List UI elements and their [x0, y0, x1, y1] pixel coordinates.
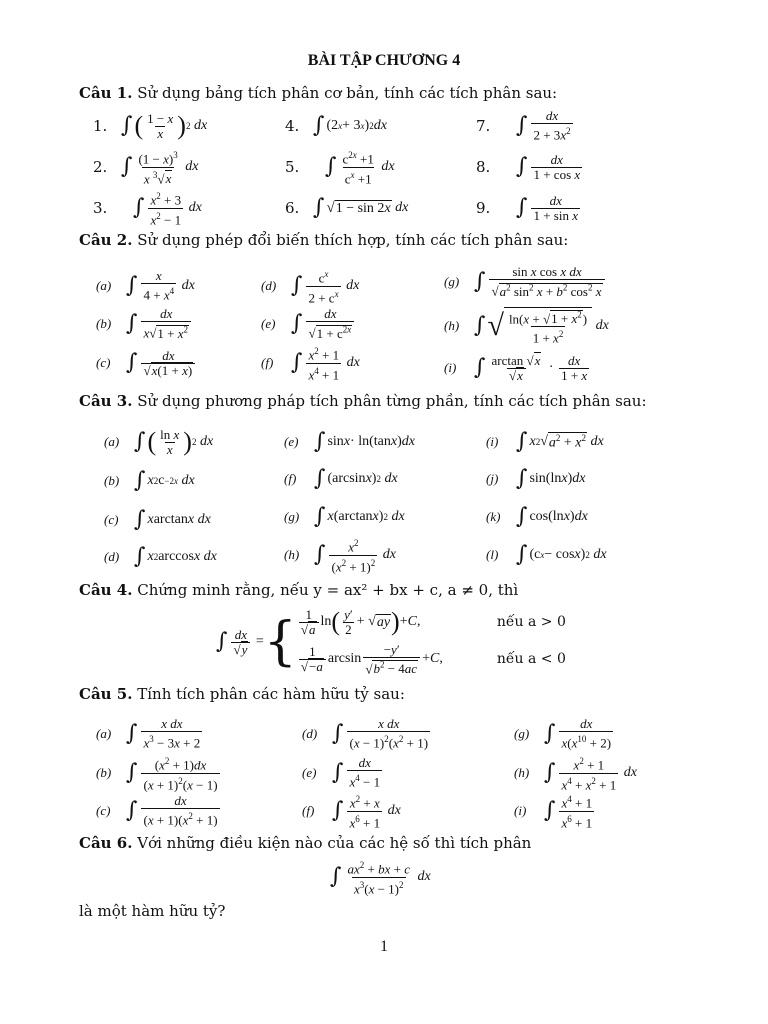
q1-label-4: 4. [285, 117, 300, 135]
q4-condition-1: nếu a > 0 [496, 614, 566, 631]
question-2-heading [79, 231, 568, 249]
question-4-heading [79, 581, 518, 599]
q1-label-5: 5. [285, 158, 300, 176]
q2-label-g: (g) [444, 274, 460, 289]
q3-item-e: (e) ∫ sin x · ln(tan x ) dx [284, 429, 415, 454]
q2-label-c: (c) [96, 355, 111, 370]
question-4-label: Câu 4. [79, 581, 133, 599]
q5-item-e: (e) ∫ dx $x^4 - 1$ [302, 755, 381, 790]
q4-condition-2: nếu a < 0 [496, 651, 566, 668]
q2-item-c: (c) ∫ dx √x(1 + x) [96, 343, 197, 383]
q1-label-7: 7. [476, 117, 491, 135]
page-title: BÀI TẬP CHƯƠNG 4 [307, 52, 461, 69]
q1-item-1: 1. ∫ ( 1 − x x ) 2 dx [93, 110, 208, 141]
q2-label-f: (f) [261, 355, 274, 370]
question-5-label: Câu 5. [79, 685, 133, 703]
q2-item-f: (f) ∫ $x^2 + 1$ $x^4 + 1$ dx [261, 346, 360, 382]
question-1-label: Câu 1. [79, 84, 133, 102]
q3-label-f: (f) [284, 471, 297, 486]
q5-item-d: (d) ∫ x dx $(x - 1)^2(x^2 + 1)$ [302, 716, 429, 751]
q2-label-i: (i) [444, 360, 457, 375]
question-4-text: Chứng minh rằng, nếu y = ax² + bx + c, a ≠ 0, thì [137, 581, 519, 599]
q5-label-c: (c) [96, 803, 111, 818]
q1-item-9: 9. ∫ dx 1 + sin x [476, 192, 579, 223]
q3-item-g: (g) ∫ x (arctan x ) 2 dx [284, 504, 405, 529]
q5-label-h: (h) [514, 765, 530, 780]
q2-item-g: (g) ∫ sin x cos x dx $√a^2$ $\sin^2 x + b^2$ $\cos^2 x$ [444, 260, 607, 304]
q3-label-k: (k) [486, 509, 501, 524]
q5-item-f: (f) ∫ $x^2 + x$ $x^6 + 1$ dx [302, 794, 401, 830]
q1-label-9: 9. [476, 199, 491, 217]
q5-item-b: (b) ∫ $(x^2 + 1)dx$ $(x + 1)^2(x - 1)$ [96, 756, 218, 792]
question-6-heading [79, 834, 531, 852]
question-2-text: Sử dụng phép đổi biến thích hợp, tính các tích phân sau: [137, 231, 569, 249]
q5-label-b: (b) [96, 765, 112, 780]
question-6-tail: là một hàm hữu tỷ? [79, 902, 226, 920]
question-6-label: Câu 6. [79, 834, 133, 852]
q3-label-i: (i) [486, 434, 499, 449]
q2-item-e: (e) ∫ dx $√1 + c^{2x}$ [261, 304, 356, 344]
q4-formula: ∫ dx √y = { 1 √a ln ( y′ 2 + √ ay ) + C , nếu a > 0 1 √−a arcsin −y′ $√b^2 - 4ac$ + C , nếu a < 0 [216, 606, 566, 677]
q1-label-1: 1. [93, 117, 108, 135]
q5-label-f: (f) [302, 803, 315, 818]
q5-label-i: (i) [514, 803, 527, 818]
q3-label-b: (b) [104, 473, 120, 488]
q3-item-d: (d) ∫ x 2 arccos x dx [104, 544, 217, 569]
q2-label-d: (d) [261, 278, 277, 293]
q1-item-5: 5. ∫ $c^{2x} +1$ $c^x +1$ dx [285, 150, 395, 186]
q3-label-h: (h) [284, 547, 300, 562]
q2-item-a: (a) ∫ x $4 + x^4$ dx [96, 268, 195, 303]
q1-item-6: 6. ∫ √ 1 − sin 2x dx [285, 195, 409, 220]
q5-item-c: (c) ∫ dx $(x + 1)(x^2 + 1)$ [96, 793, 218, 828]
q5-item-i: (i) ∫ $x^4 + 1$ $x^6 + 1$ [514, 794, 593, 830]
q1-label-8: 8. [476, 158, 491, 176]
question-5-heading [79, 685, 405, 703]
question-1-text: Sử dụng bảng tích phân cơ bản, tính các tích phân sau: [137, 84, 558, 102]
question-6-text: Với những điều kiện nào của các hệ số thì tích phân [137, 834, 532, 852]
q1-label-3: 3. [93, 199, 108, 217]
q3-label-j: (j) [486, 471, 499, 486]
q3-item-b: (b) ∫ x 2 c −2x dx [104, 468, 195, 493]
q3-label-a: (a) [104, 434, 120, 449]
q5-item-g: (g) ∫ dx $x(x^{10} + 2)$ [514, 716, 612, 751]
q3-label-e: (e) [284, 434, 299, 449]
q2-item-h: (h) ∫ √ $\ln(x + √1 + x^2)$ $1 + x^2$ dx [444, 304, 609, 348]
q3-item-k: (k) ∫ cos(ln x ) dx [486, 504, 588, 529]
q2-item-d: (d) ∫ $c^x$ $2 + c^x$ dx [261, 269, 360, 305]
q1-item-3: 3. ∫ $x^2 + 3$ $x^2 - 1$ dx [93, 191, 202, 227]
q5-label-d: (d) [302, 726, 318, 741]
q5-label-a: (a) [96, 726, 112, 741]
q5-label-g: (g) [514, 726, 530, 741]
q1-item-2: 2. ∫ $(1 - x)^3$ x $^3$√x dx [93, 150, 199, 186]
q1-item-8: 8. ∫ dx 1 + cos x [476, 151, 581, 182]
q5-item-h: (h) ∫ $x^2 + 1$ $x^4 + x^2 + 1$ dx [514, 756, 637, 792]
q2-item-i: (i) ∫ arctan √x √x · dx 1 + x [444, 352, 588, 383]
q3-item-i: (i) ∫ x 2 √ $a^2 + x^2$ dx [486, 429, 604, 454]
question-3-text: Sử dụng phương pháp tích phân từng phần, tính các tích phân sau: [137, 392, 647, 410]
q3-item-h: (h) ∫ $x^2$ $(x^2 + 1)^2$ dx [284, 538, 396, 574]
q2-label-e: (e) [261, 316, 276, 331]
q3-item-l: (l) ∫ (c x − cos x ) 2 dx [486, 542, 607, 567]
q6-formula: ∫ $ax^2$ + bx + c $x^3(x - 1)^2$ dx [330, 860, 431, 896]
q3-label-l: (l) [486, 547, 499, 562]
q3-item-j: (j) ∫ sin(ln x ) dx [486, 466, 586, 491]
q2-item-b: (b) ∫ dx $x√1 + x^2$ [96, 304, 193, 344]
q3-label-g: (g) [284, 509, 300, 524]
question-1-heading [79, 84, 557, 102]
question-3-heading [79, 392, 647, 410]
q1-label-6: 6. [285, 199, 300, 217]
q5-item-a: (a) ∫ x dx $x^3 - 3x + 2$ [96, 716, 201, 751]
q1-item-4: 4. ∫ (2 x + 3 x ) 2 dx [285, 113, 387, 138]
q2-label-a: (a) [96, 278, 112, 293]
q3-item-c: (c) ∫ x arctan x dx [104, 507, 211, 532]
q2-label-h: (h) [444, 318, 460, 333]
q3-label-c: (c) [104, 512, 119, 527]
q2-label-b: (b) [96, 316, 112, 331]
q3-label-d: (d) [104, 549, 120, 564]
q3-item-f: (f) ∫ (arcsin x ) 2 dx [284, 466, 398, 491]
q1-item-7: 7. ∫ dx $2 + 3x^2$ [476, 108, 571, 143]
q5-label-e: (e) [302, 765, 317, 780]
page-number: 1 [380, 938, 388, 955]
q1-label-2: 2. [93, 158, 108, 176]
question-2-label: Câu 2. [79, 231, 133, 249]
question-5-text: Tính tích phân các hàm hữu tỷ sau: [137, 685, 405, 703]
question-3-label: Câu 3. [79, 392, 133, 410]
q3-item-a: (a) ∫ ( ln x x ) 2 dx [104, 426, 214, 457]
